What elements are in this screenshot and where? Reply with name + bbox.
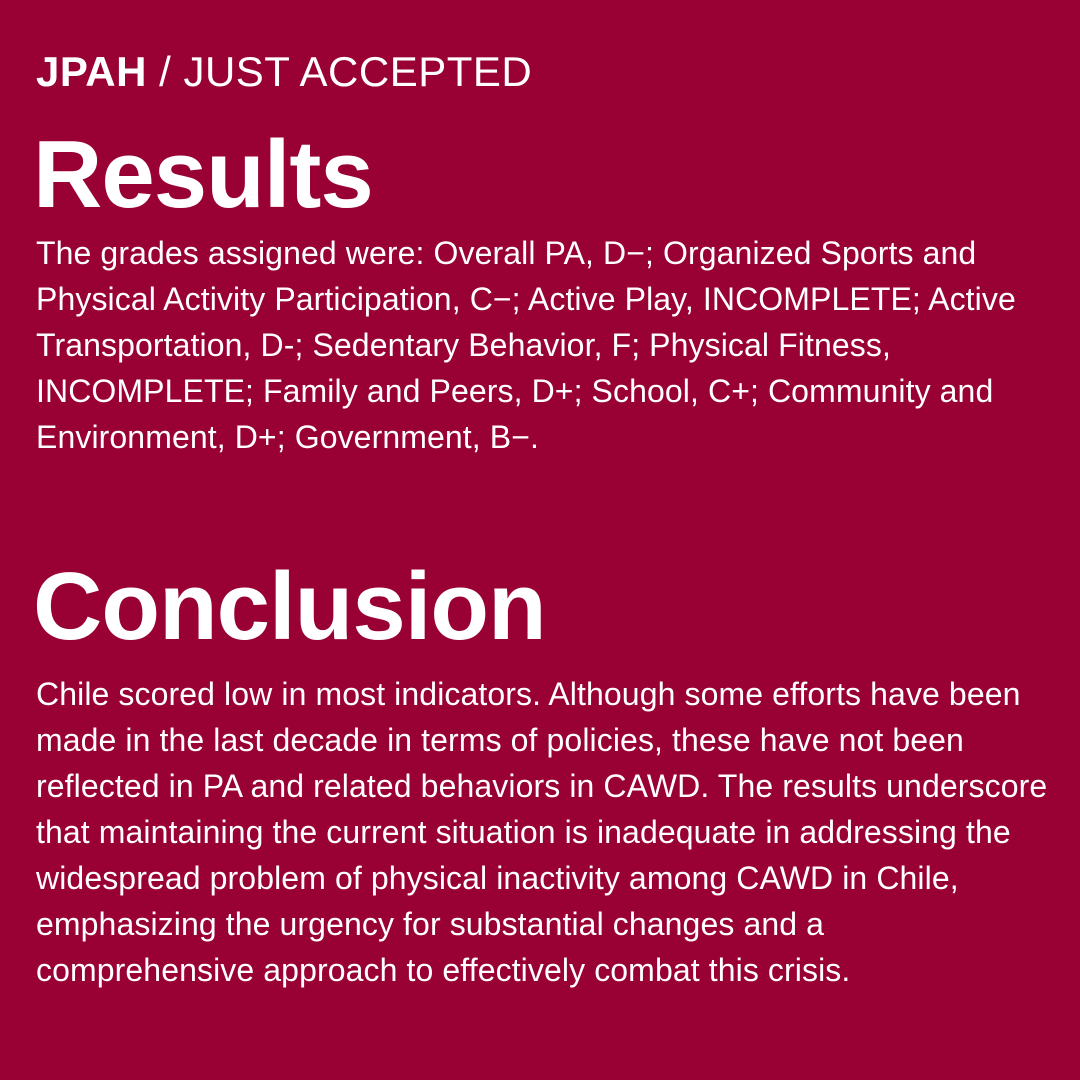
publication-status: JUST ACCEPTED <box>183 48 533 95</box>
abstract-card <box>33 0 1056 1080</box>
conclusion-text: Chile scored low in most indicators. Although some efforts have been made in the last decade in terms of policies, these have not been reflected in PA and related behaviors in CAWD. The results underscore that maintaining the current situation is inadequate in addressing the widespread problem of physical inactivity among CAWD in Chile, emphasizing the urgency for substantial changes and a comprehensive approach to effectively combat this crisis. <box>36 676 1048 988</box>
kicker-separator: / <box>146 48 184 95</box>
results-heading: Results <box>33 121 373 228</box>
journal-name: JPAH <box>36 48 147 95</box>
journal-kicker <box>36 48 532 96</box>
results-text: The grades assigned were: Overall PA, D−; Organized Sports and Physical Activity Participation, C−; Active Play, INCOMPLETE; Active Transportation, D-; Sedentary Behavior, F; Physical Fitness, INCOMPLETE; Family and Peers, D+; School, C+; Community and Environment, D+; Government, B−. <box>36 235 1016 455</box>
conclusion-heading: Conclusion <box>33 553 546 660</box>
